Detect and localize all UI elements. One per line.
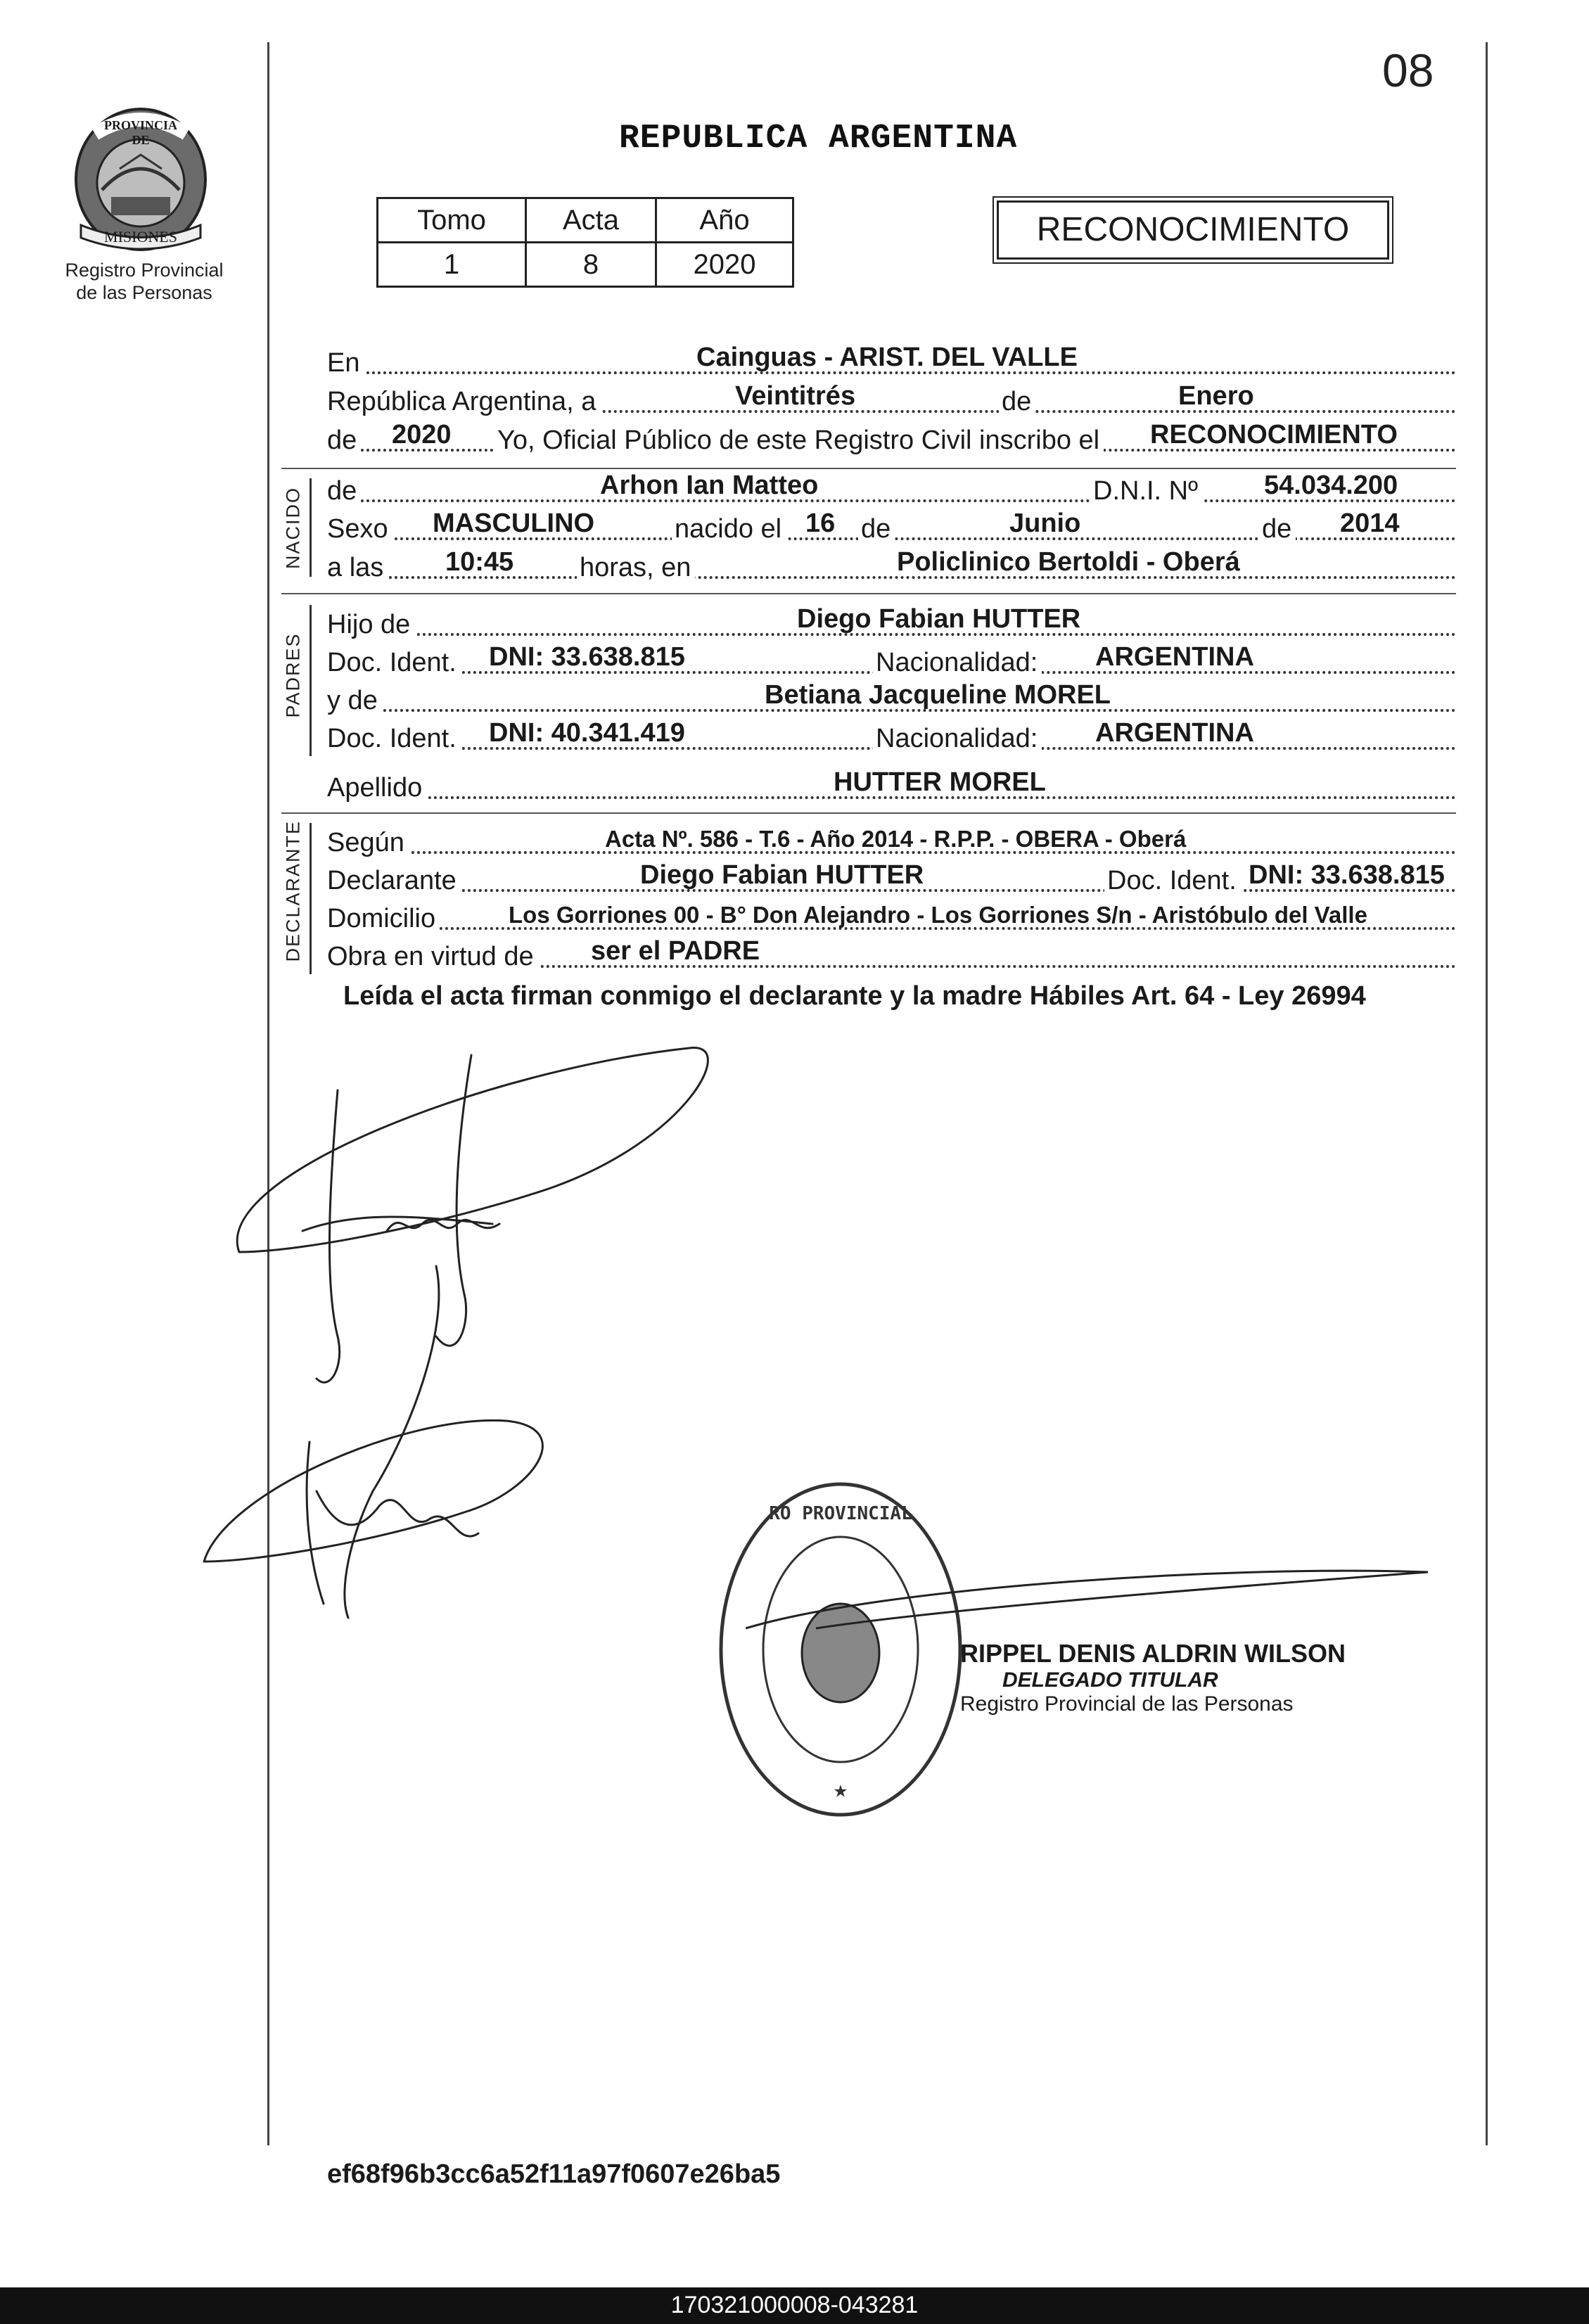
value-inscribo: RECONOCIMIENTO xyxy=(1150,420,1398,449)
label-de3: de xyxy=(327,476,361,506)
value-segun: Acta Nº. 586 - T.6 - Año 2014 - R.P.P. - OBERA - Oberá xyxy=(605,826,1187,852)
record-table-header-row xyxy=(378,198,793,243)
line-mother-doc xyxy=(327,719,1456,755)
section-label-nacido: NACIDO xyxy=(282,487,304,570)
label-alas: a las xyxy=(327,553,388,583)
label-nacionalidad: Nacionalidad: xyxy=(873,648,1042,678)
closing-statement: Leída el acta firman conmigo el declarante y la madre Hábiles Art. 64 - Ley 26994 xyxy=(343,981,1366,1011)
label-en: En xyxy=(327,348,364,378)
label-de5: de xyxy=(1259,514,1296,544)
value-sex: MASCULINO xyxy=(433,509,595,538)
label-declarante: Declarante xyxy=(327,866,461,896)
divider-1 xyxy=(281,468,1456,469)
header-tomo: Tomo xyxy=(378,198,526,243)
delegate-stamp xyxy=(960,1639,1346,1716)
label-de4: de xyxy=(858,514,895,544)
section-label-padres: PADRES xyxy=(282,632,304,718)
label-obra: Obra en virtud de xyxy=(327,942,538,972)
value-place: Cainguas - ARIST. DEL VALLE xyxy=(696,343,1078,372)
value-tomo: 1 xyxy=(378,243,526,287)
line-father xyxy=(327,605,1456,641)
label-inscribo: Yo, Oficial Público de este Registro Civil inscribo el xyxy=(494,426,1104,456)
label-segun: Según xyxy=(327,828,409,858)
value-birth-place: Policlinico Bertoldi - Oberá xyxy=(897,547,1240,577)
section-bar-nacido xyxy=(309,478,312,577)
header-ano: Año xyxy=(656,198,793,243)
official-seal xyxy=(714,1477,967,1822)
value-mother-nat: ARGENTINA xyxy=(1095,718,1254,748)
label-sexo: Sexo xyxy=(327,514,393,544)
logo-arc-text: PROVINCIA DE xyxy=(103,118,177,147)
label-republica: República Argentina, a xyxy=(327,387,600,417)
line-address xyxy=(327,899,1456,936)
label-de: de xyxy=(999,387,1035,417)
value-day-word: Veintitrés xyxy=(735,381,856,411)
line-year xyxy=(327,421,1456,457)
value-month: Enero xyxy=(1178,381,1254,411)
value-child-name: Arhon Ian Matteo xyxy=(600,471,819,500)
value-obra: ser el PADRE xyxy=(591,936,760,966)
svg-text:★: ★ xyxy=(833,1775,848,1803)
value-acta: 8 xyxy=(526,243,656,287)
value-father-doc: DNI: 33.638.815 xyxy=(489,642,685,672)
right-margin-rule xyxy=(1486,42,1488,2145)
value-mother-doc: DNI: 40.341.419 xyxy=(489,718,685,748)
label-docident3: Doc. Ident. xyxy=(1104,866,1241,896)
record-table-value-row xyxy=(378,243,793,287)
value-surname: HUTTER MOREL xyxy=(834,767,1046,797)
label-docident2: Doc. Ident. xyxy=(327,724,461,754)
line-segun xyxy=(327,823,1456,860)
section-label-declarante: DECLARANTE xyxy=(282,819,304,962)
province-logo xyxy=(70,106,211,253)
logo-banner-text: MISIONES xyxy=(104,228,177,245)
record-table xyxy=(376,197,794,288)
label-nacido: nacido el xyxy=(672,514,786,544)
value-father-nat: ARGENTINA xyxy=(1095,642,1254,672)
label-nacionalidad2: Nacionalidad: xyxy=(873,724,1042,754)
signatures xyxy=(197,999,760,1632)
footer-bar xyxy=(0,2287,1589,2324)
line-father-doc xyxy=(327,643,1456,679)
value-ano: 2020 xyxy=(656,243,793,287)
line-mother xyxy=(327,681,1456,717)
value-declarant-doc: DNI: 33.638.815 xyxy=(1249,860,1445,890)
label-hijo: Hijo de xyxy=(327,610,414,640)
logo-caption-line2: de las Personas xyxy=(76,282,212,303)
section-bar-padres xyxy=(309,605,312,756)
line-declarant xyxy=(327,861,1456,898)
value-declarant-name: Diego Fabian HUTTER xyxy=(640,860,924,890)
svg-text:RO PROVINCIAL: RO PROVINCIAL xyxy=(769,1503,912,1524)
value-birth-month: Junio xyxy=(1009,509,1081,538)
label-yde: y de xyxy=(327,686,382,716)
act-type-box: RECONOCIMIENTO xyxy=(997,200,1389,260)
line-sex xyxy=(327,509,1456,546)
line-obra xyxy=(327,937,1456,973)
label-apellido: Apellido xyxy=(327,773,426,803)
line-time xyxy=(327,548,1456,585)
value-year: 2020 xyxy=(392,420,452,449)
divider-3 xyxy=(281,812,1456,814)
stamp-signature-stroke xyxy=(746,1558,1435,1642)
stamp-name: RIPPEL DENIS ALDRIN WILSON xyxy=(960,1639,1346,1668)
line-child xyxy=(327,471,1456,508)
document-hash: ef68f96b3cc6a52f11a97f0607e26ba5 xyxy=(327,2159,781,2189)
value-address: Los Gorriones 00 - B° Don Alejandro - Los Gorriones S/n - Aristóbulo del Valle xyxy=(509,902,1367,928)
divider-2 xyxy=(281,593,1456,594)
page-number: 08 xyxy=(1382,44,1434,96)
value-mother-name: Betiana Jacqueline MOREL xyxy=(765,680,1111,710)
document-title: REPUBLICA ARGENTINA xyxy=(619,120,1018,158)
label-horas: horas, en xyxy=(577,553,695,583)
stamp-office: Registro Provincial de las Personas xyxy=(960,1692,1294,1716)
value-birth-year: 2014 xyxy=(1340,509,1400,538)
line-republica xyxy=(327,382,1456,419)
value-birth-time: 10:45 xyxy=(445,547,514,577)
value-child-dni: 54.034.200 xyxy=(1264,471,1398,500)
value-birth-day: 16 xyxy=(805,509,836,538)
stamp-role: DELEGADO TITULAR xyxy=(1002,1668,1218,1692)
label-docident: Doc. Ident. xyxy=(327,648,461,678)
line-surname xyxy=(327,768,1456,805)
value-father-name: Diego Fabian HUTTER xyxy=(797,604,1081,634)
line-en xyxy=(327,343,1456,380)
footer-code: 170321000008-043281 xyxy=(670,2292,919,2318)
label-dni: D.N.I. Nº xyxy=(1090,476,1202,506)
label-de2: de xyxy=(327,426,361,456)
section-bar-declarante xyxy=(309,823,312,974)
logo-caption xyxy=(42,259,246,304)
label-domicilio: Domicilio xyxy=(327,904,440,934)
logo-caption-line1: Registro Provincial xyxy=(65,260,224,281)
header-acta: Acta xyxy=(526,198,656,243)
